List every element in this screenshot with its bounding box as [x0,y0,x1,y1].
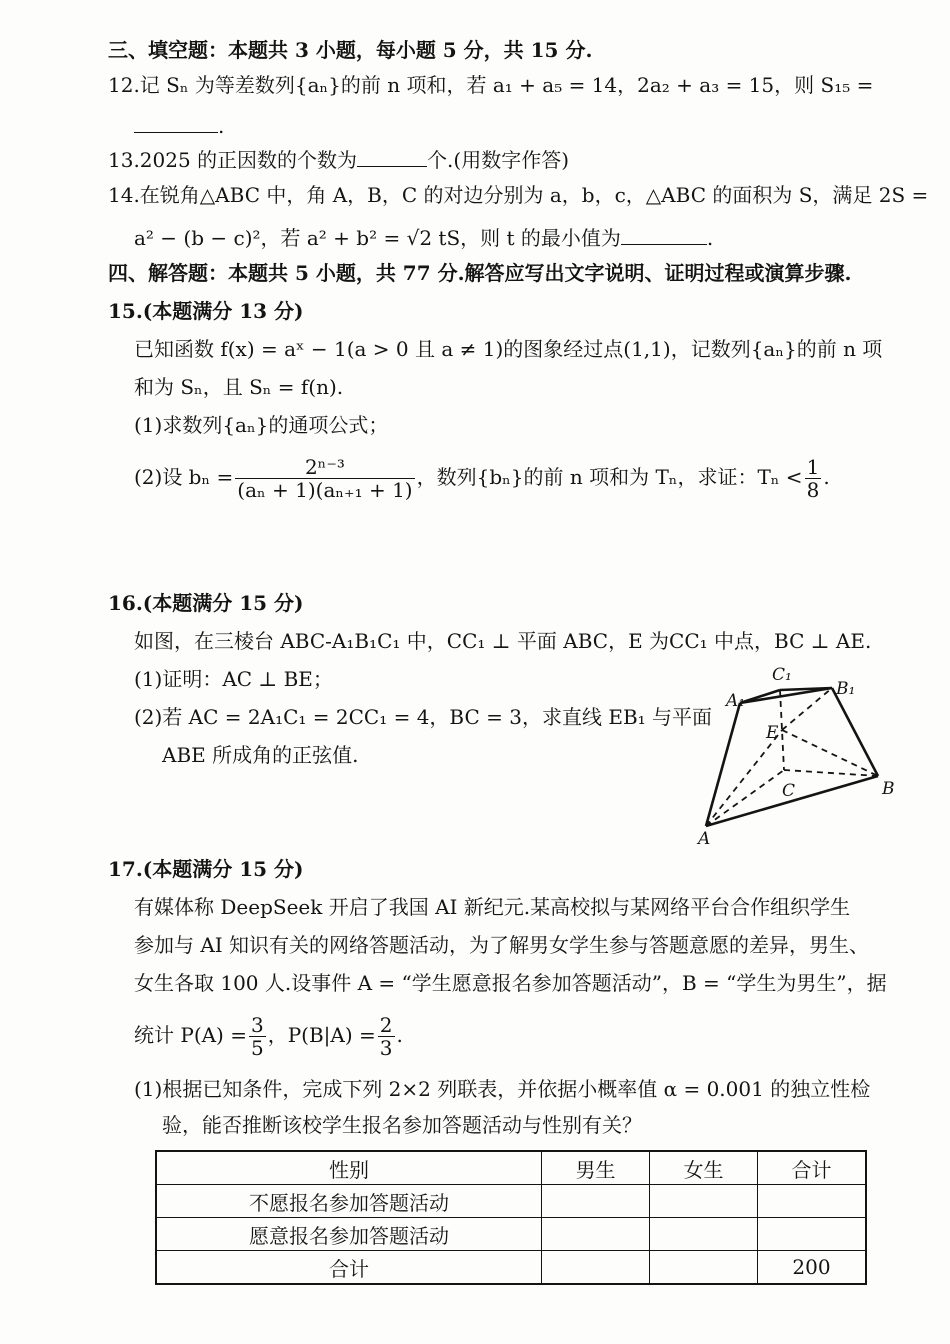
table-header-cell: 合计 [758,1151,867,1185]
label-B: B [882,779,895,799]
table-cell: 200 [758,1251,867,1285]
label-E: E [766,723,779,743]
q17-part1-line1: (1)根据已知条件，完成下列 2×2 列联表，并依据小概率值 α = 0.001 的独立性检 [134,1077,871,1101]
edge-A-C [706,770,784,826]
table-row [156,1251,866,1285]
edge-C-B [784,770,878,776]
table-header-cell: 女生 [650,1151,758,1185]
q15-bn-fraction: $\frac{\text{2ⁿ⁻³}}{\text{(aₙ + 1)(aₙ₊₁ + 1)}}$ [237,455,413,502]
q12-line1: 12.记 Sₙ 为等差数列{aₙ}的前 n 项和，若 a₁ + a₅ = 14，2a₂ + a₃ = 15，则 S₁₅ = [108,73,874,97]
q17-title: 17.(本题满分 15 分) [108,857,304,881]
table-cell[interactable] [542,1251,650,1285]
table-row-label: 不愿报名参加答题活动 [156,1185,542,1218]
section4-header: 四、解答题：本题共 5 小题，共 77 分.解答应写出文字说明、证明过程或演算步骤. [108,261,852,285]
table-header-cell: 男生 [542,1151,650,1185]
table-header-row [156,1151,866,1185]
pA-fraction: $\frac{3}{5}$ [250,1013,264,1060]
table-row [156,1218,866,1251]
table-row-label: 愿意报名参加答题活动 [156,1218,542,1251]
q15-part1: (1)求数列{aₙ}的通项公式； [134,413,389,437]
q16-part2-line2: ABE 所成角的正弦值. [162,743,359,767]
q16-line1: 如图，在三棱台 ABC-A₁B₁C₁ 中，CC₁ ⊥ 平面 ABC，E 为CC₁ 中点，BC ⊥ AE. [134,629,872,653]
q17-line4: 统计 P(A) = $\frac{3}{5}$ ，P(B|A) = $\frac{2}{3}$ . [134,1013,403,1060]
q17-line2: 参加与 AI 知识有关的网络答题活动，为了解男女学生参与答题意愿的差异，男生、 [134,933,870,957]
q15-line1: 已知函数 f(x) = aˣ − 1(a > 0 且 a ≠ 1)的图象经过点(1,1)，记数列{aₙ}的前 n 项 [134,337,883,361]
table-cell[interactable] [650,1185,758,1218]
q15-line2: 和为 Sₙ，且 Sₙ = f(n). [134,375,344,399]
table-cell[interactable] [542,1218,650,1251]
table-cell[interactable] [542,1185,650,1218]
label-B1: B₁ [836,679,856,699]
contingency-table [155,1150,867,1285]
q17-line1: 有媒体称 DeepSeek 开启了我国 AI 新纪元.某高校拟与某网络平台合作组织学生 [134,895,851,919]
table-cell[interactable] [758,1185,867,1218]
q13-text: 13.2025 的正因数的个数为 个.(用数字作答) [108,144,569,175]
label-C1: C₁ [772,665,792,685]
frustum-figure [690,658,920,848]
section3-header: 三、填空题：本题共 3 小题，每小题 5 分，共 15 分. [108,38,593,62]
table-cell[interactable] [650,1251,758,1285]
edge-A-A1 [706,703,740,826]
q17-line3: 女生各取 100 人.设事件 A = “学生愿意报名参加答题活动”，B = “学生为男生”，据 [134,971,887,995]
q16-part1: (1)证明：AC ⊥ BE； [134,667,333,691]
table-cell[interactable] [758,1218,867,1251]
q15-title: 15.(本题满分 13 分) [108,299,304,323]
q15-part2: (2)设 bₙ = $\frac{\text{2ⁿ⁻³}}{\text{(aₙ + 1)(aₙ₊₁ + 1)}}$ ，数列{bₙ}的前 n 项和为 Tₙ，求证：Tₙ < $\frac{1}{8}$ . [134,455,830,502]
table-cell[interactable] [650,1218,758,1251]
q14-line1: 14.在锐角△ABC 中，角 A，B，C 的对边分别为 a，b，c，△ABC 的面积为 S，满足 2S = [108,183,929,207]
q12-answer-blank[interactable] [134,110,218,133]
q16-title: 16.(本题满分 15 分) [108,591,304,615]
q14-line2: a² − (b − c)²，若 a² + b² = √2 tS，则 t 的最小值为 . [134,222,713,253]
q12-answer: . [134,110,224,141]
edge-B1-B [832,688,878,776]
table-row [156,1185,866,1218]
q17-part1-line2: 验，能否推断该校学生报名参加答题活动与性别有关？ [162,1113,642,1137]
segment-A-E [706,730,782,826]
q16-part2-line1: (2)若 AC = 2A₁C₁ = 2CC₁ = 4，BC = 3，求直线 EB₁ 与平面 [134,705,713,729]
label-A: A [698,829,711,848]
q15-one-eighth: $\frac{1}{8}$ [806,455,820,502]
label-C: C [782,781,796,801]
label-A1: A₁ [726,691,746,711]
q14-answer-blank[interactable] [621,222,707,245]
table-header-cell: 性别 [156,1151,542,1185]
table-row-label: 合计 [156,1251,542,1285]
q13-answer-blank[interactable] [357,144,427,167]
segment-E-B [782,730,878,776]
pBA-fraction: $\frac{2}{3}$ [379,1013,393,1060]
